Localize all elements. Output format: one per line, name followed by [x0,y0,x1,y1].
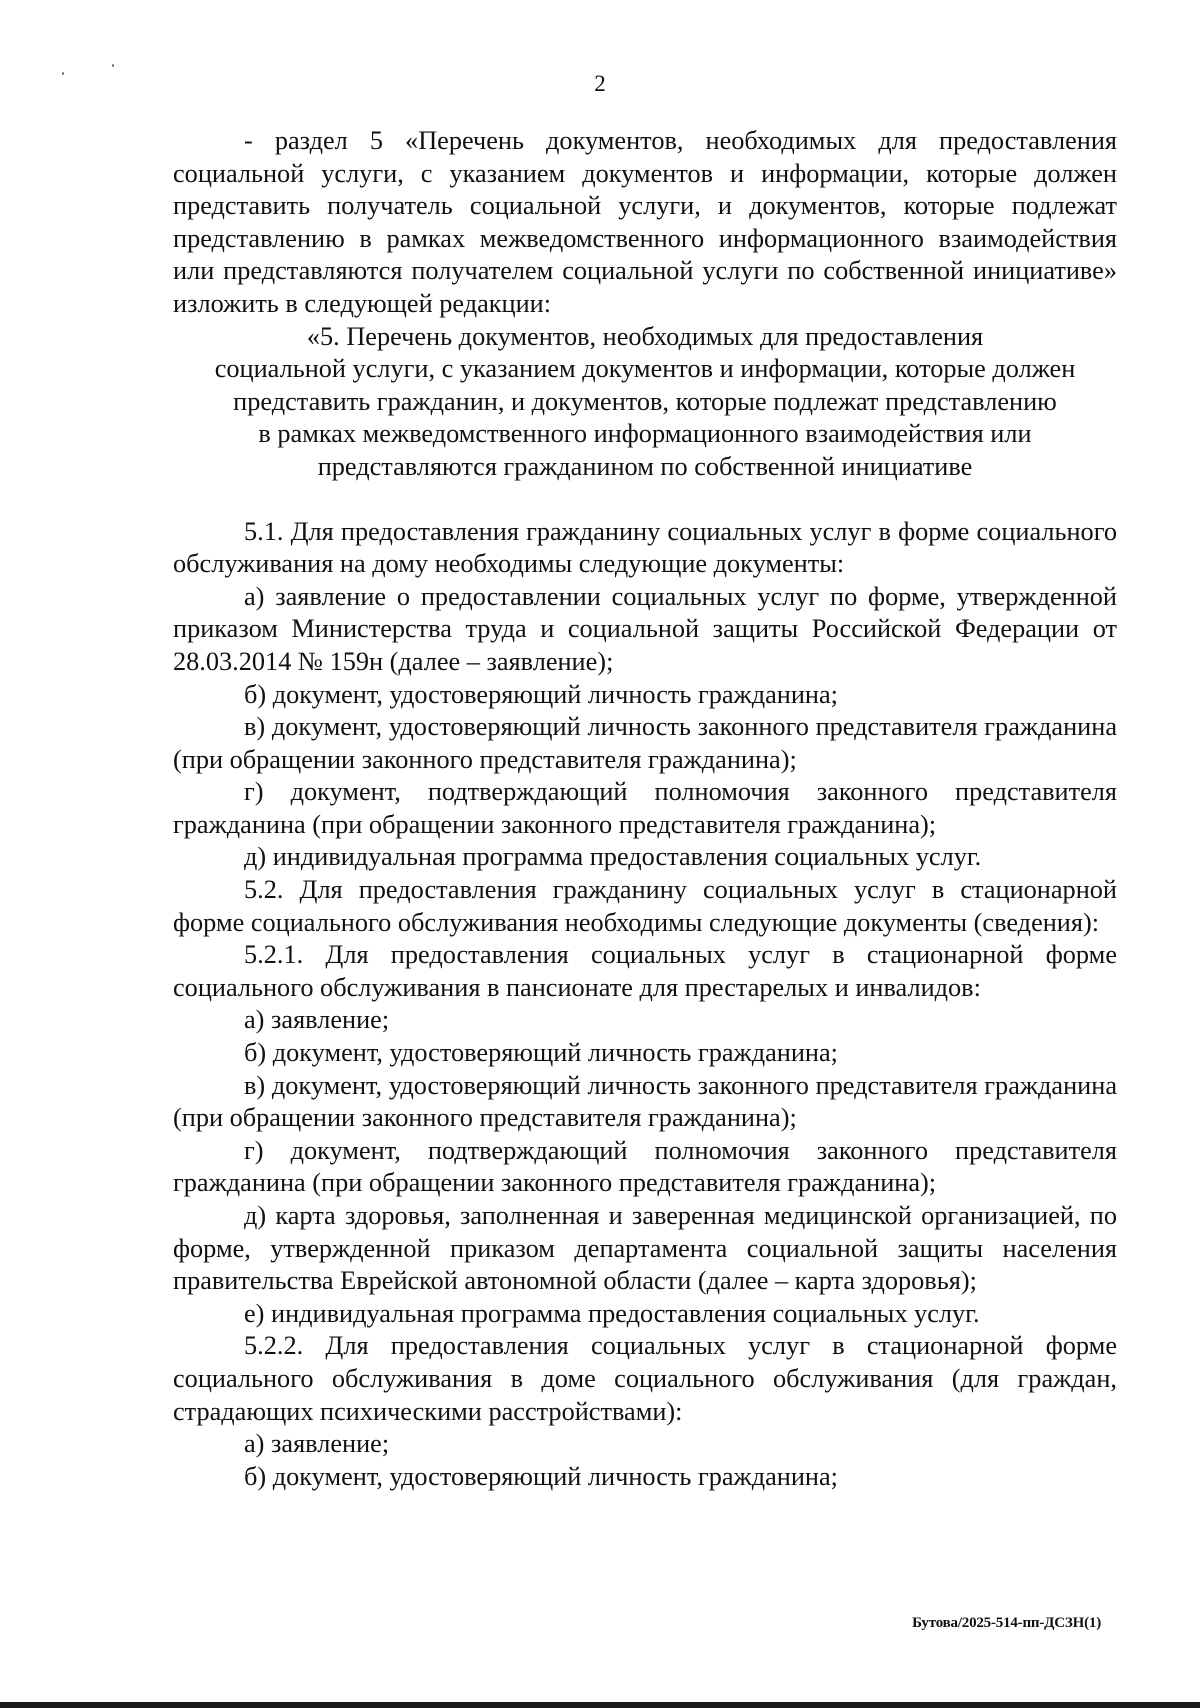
clause-paragraph: 5.2. Для предоставления гражданину социальных услуг в стационарной форме социального обслуживания необходимы следующие документы (сведения): [173,875,1117,937]
list-item: б) документ, удостоверяющий личность гражданина; [244,1461,838,1491]
section-heading-line: социальной услуги, с указанием документов и информации, которые должен [214,354,1076,384]
list-item: г) документ, подтверждающий полномочия законного представителя гражданина (при обращении законного представителя гражданина); [173,1135,1117,1198]
scan-speck [112,64,114,67]
section-heading-line: представляются гражданином по собственной инициативе [317,451,973,481]
document-body [173,125,1117,1493]
section-heading [173,321,1117,484]
list-item: в) документ, удостоверяющий личность законного представителя гражданина (при обращении законного представителя гражданина); [173,712,1117,774]
scan-edge [0,1702,1200,1708]
list-item: в) документ, удостоверяющий личность законного представителя гражданина (при обращении законного представителя гражданина); [173,1070,1117,1133]
list-item: д) карта здоровья, заполненная и заверенная медицинской организацией, по форме, утвержденной приказом департамента социальной защиты населения правительства Еврейской автономной области (далее – карта здоровья); [173,1201,1117,1296]
section-heading-line: «5. Перечень документов, необходимых для предоставления [306,321,984,351]
clause-paragraph: 5.2.1. Для предоставления социальных услуг в стационарной форме социального обслуживания в пансионате для престарелых и инвалидов: [173,940,1117,1002]
list-item: а) заявление; [244,1429,390,1459]
page-number: 2 [594,71,606,96]
list-item: д) индивидуальная программа предоставления социальных услуг. [244,842,982,872]
list-item: б) документ, удостоверяющий личность гражданина; [244,1038,838,1068]
blank-line [173,484,1117,516]
list-item: а) заявление; [244,1005,390,1035]
document-registration-code: Бутова/2025-514-пп-ДСЗН(1) [912,1615,1101,1631]
section-heading-line: представить гражданин, и документов, которые подлежат представлению [233,386,1057,416]
list-item: е) индивидуальная программа предоставления социальных услуг. [244,1298,980,1328]
list-item: б) документ, удостоверяющий личность гражданина; [244,679,838,709]
section-heading-line: в рамках межведомственного информационного взаимодействия или [258,419,1032,449]
intro-paragraph: - раздел 5 «Перечень документов, необходимых для предоставления социальной услуги, с указанием документов и информации, которые должен представить получатель социальной услуги, и документов, которые подлежат представлению в рамках межведомственного информационного взаимодействия или представляются получателем социальной услуги по собственной инициативе» изложить в следующей редакции: [173,126,1117,318]
clause-paragraph: 5.1. Для предоставления гражданину социальных услуг в форме социального обслуживания на дому необходимы следующие документы: [173,516,1117,579]
list-item: г) документ, подтверждающий полномочия законного представителя гражданина (при обращении законного представителя гражданина); [173,777,1117,839]
clause-paragraph: 5.2.2. Для предоставления социальных услуг в стационарной форме социального обслуживания в доме социального обслуживания (для граждан, страдающих психическими расстройствами): [173,1331,1117,1426]
list-item: а) заявление о предоставлении социальных услуг по форме, утвержденной приказом Министерства труда и социальной защиты Российской Федерации от 28.03.2014 № 159н (далее – заявление); [173,581,1117,676]
